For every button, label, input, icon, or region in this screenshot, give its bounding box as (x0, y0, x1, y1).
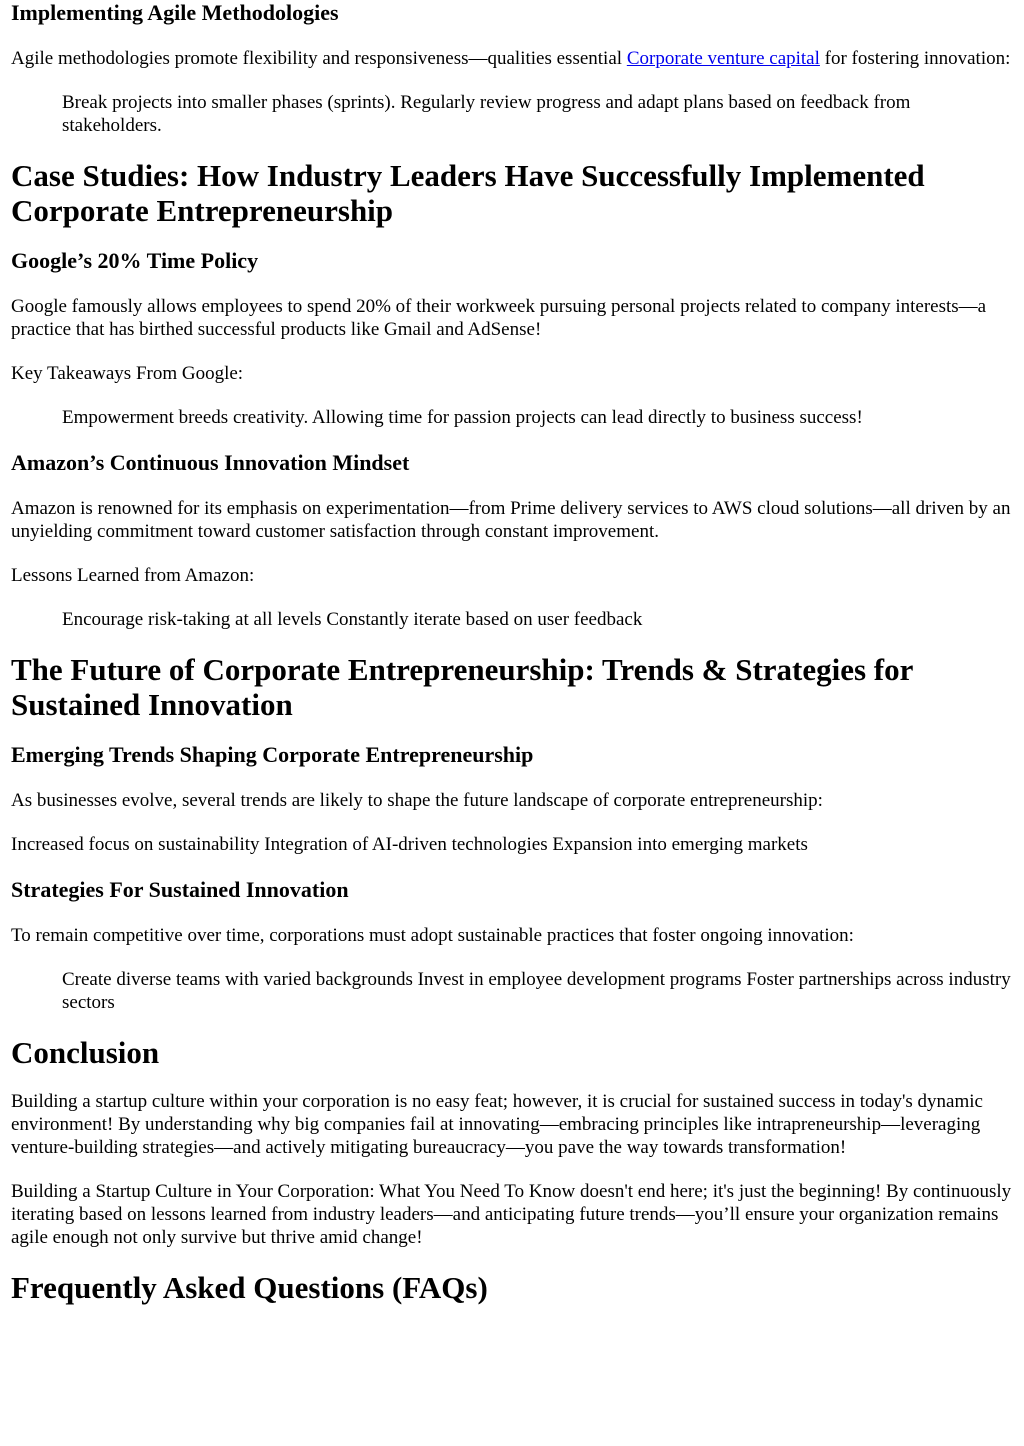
conclusion-paragraph-2: Building a Startup Culture in Your Corporation: What You Need To Know doesn't end here; it's just the beginning! By continuously iterating based on lessons learned from industry leaders—and anticipating future trends—you’ll ensure your organization remains agile enough not only survive but thrive amid change! (11, 1181, 1012, 1248)
amazon-body: Amazon is renowned for its emphasis on experimentation—from Prime delivery services to AWS cloud solutions—all driven by an unyielding commitment toward customer satisfaction through constant improvement. (11, 498, 1011, 542)
future-heading: The Future of Corporate Entrepreneurship: Trends & Strategies for Sustained Innovation (11, 652, 913, 722)
google-heading: Google’s 20% Time Policy (11, 248, 259, 273)
google-body: Google famously allows employees to spend 20% of their workweek pursuing personal projects related to company interests—a practice that has birthed successful products like Gmail and AdSense! (11, 296, 987, 340)
strategies-body: To remain competitive over time, corporations must adopt sustainable practices that foster ongoing innovation: (11, 925, 854, 946)
agile-quote: Break projects into smaller phases (sprints). Regularly review progress and adapt plans based on feedback from stakeholders. (62, 92, 911, 136)
trends-heading: Emerging Trends Shaping Corporate Entrepreneurship (11, 742, 534, 767)
agile-intro-text: Agile methodologies promote flexibility and responsiveness—qualities essential (11, 48, 627, 69)
amazon-quote: Encourage risk-taking at all levels Constantly iterate based on user feedback (62, 609, 643, 630)
faq-heading: Frequently Asked Questions (FAQs) (11, 1270, 488, 1305)
agile-intro (11, 47, 1013, 70)
conclusion-paragraph-1: Building a startup culture within your corporation is no easy feat; however, it is crucial for sustained success in today's dynamic environment! By understanding why big companies fail at innovating—embracing principles like intrapreneurship—leveraging venture-building strategies—and actively mitigating bureaucracy—you pave the way towards transformation! (11, 1091, 983, 1158)
strategies-quote: Create diverse teams with varied backgrounds Invest in employee development programs Foster partnerships across industry sectors (62, 969, 1011, 1013)
trends-body: As businesses evolve, several trends are likely to shape the future landscape of corporate entrepreneurship: (11, 790, 823, 811)
google-quote: Empowerment breeds creativity. Allowing time for passion projects can lead directly to business success! (62, 407, 863, 428)
agile-intro-tail: for fostering innovation: (819, 48, 1011, 69)
corporate-venture-capital-link[interactable]: Corporate venture capital (626, 48, 820, 69)
agile-heading: Implementing Agile Methodologies (11, 0, 339, 25)
case-studies-heading: Case Studies: How Industry Leaders Have Successfully Implemented Corporate Entrepreneurship (11, 158, 925, 228)
amazon-heading: Amazon’s Continuous Innovation Mindset (11, 450, 410, 475)
amazon-lessons-label: Lessons Learned from Amazon: (11, 565, 255, 586)
strategies-heading: Strategies For Sustained Innovation (11, 877, 349, 902)
trends-list: Increased focus on sustainability Integration of AI-driven technologies Expansion into emerging markets (11, 834, 808, 855)
conclusion-heading: Conclusion (11, 1035, 160, 1070)
google-takeaways-label: Key Takeaways From Google: (11, 363, 244, 384)
